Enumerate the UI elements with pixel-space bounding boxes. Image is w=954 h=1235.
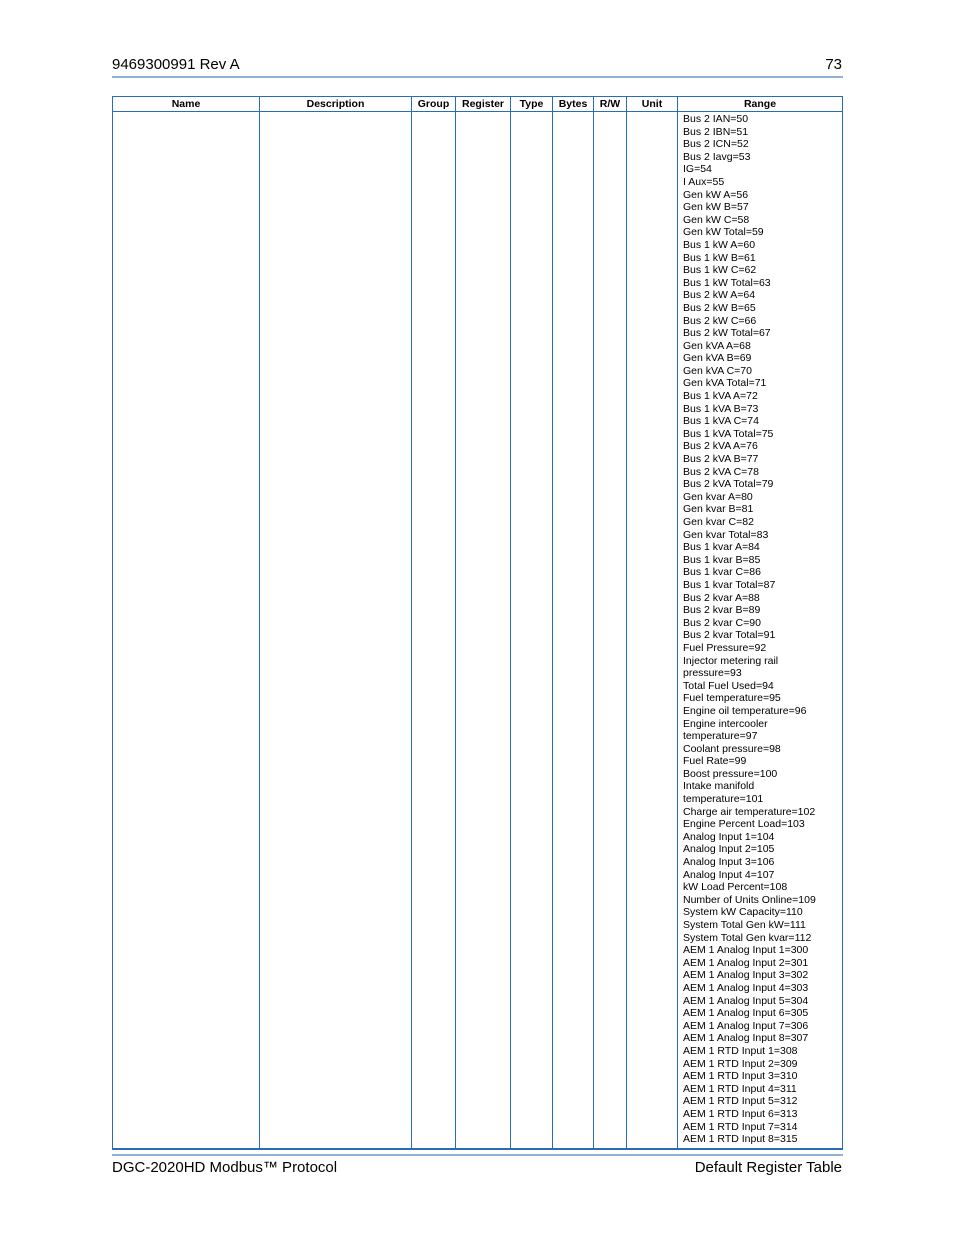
range-item: Engine oil temperature=96 bbox=[683, 704, 807, 717]
range-item: AEM 1 RTD Input 2=309 bbox=[683, 1057, 798, 1070]
range-item: Bus 2 kVA A=76 bbox=[683, 440, 758, 453]
cell-group bbox=[412, 112, 456, 1150]
range-item: IG=54 bbox=[683, 163, 712, 176]
range-item: AEM 1 RTD Input 4=311 bbox=[683, 1082, 797, 1095]
range-item: Bus 2 Iavg=53 bbox=[683, 150, 751, 163]
range-item: AEM 1 Analog Input 2=301 bbox=[683, 956, 809, 969]
range-item: Fuel temperature=95 bbox=[683, 692, 781, 705]
range-item: System Total Gen kvar=112 bbox=[683, 931, 812, 944]
cell-range bbox=[678, 112, 843, 1150]
range-item: Bus 2 kvar Total=91 bbox=[683, 629, 776, 642]
col-header-range: Range bbox=[678, 97, 843, 112]
range-item: I Aux=55 bbox=[683, 175, 725, 188]
range-item: AEM 1 RTD Input 3=310 bbox=[683, 1070, 798, 1083]
range-item: Number of Units Online=109 bbox=[683, 893, 816, 906]
range-item: AEM 1 RTD Input 5=312 bbox=[683, 1095, 798, 1108]
range-item: Bus 2 kW A=64 bbox=[683, 289, 756, 302]
range-item: Analog Input 4=107 bbox=[683, 868, 775, 881]
range-item: AEM 1 RTD Input 6=313 bbox=[683, 1107, 798, 1120]
range-item: Coolant pressure=98 bbox=[683, 742, 781, 755]
range-item: Gen kvar B=81 bbox=[683, 503, 754, 516]
cell-description bbox=[260, 112, 412, 1150]
range-item: Bus 1 kvar B=85 bbox=[683, 553, 761, 566]
cell-unit bbox=[627, 112, 678, 1150]
range-item: Bus 1 kvar A=84 bbox=[683, 541, 760, 554]
col-header-description: Description bbox=[260, 97, 412, 112]
range-item: Gen kVA Total=71 bbox=[683, 377, 767, 390]
col-header-group: Group bbox=[412, 97, 456, 112]
cell-name bbox=[113, 112, 260, 1150]
col-header-type: Type bbox=[511, 97, 553, 112]
page-header bbox=[112, 56, 842, 76]
range-item: AEM 1 Analog Input 6=305 bbox=[683, 1007, 809, 1020]
range-item: Gen kW A=56 bbox=[683, 188, 749, 201]
range-item: Gen kW Total=59 bbox=[683, 226, 764, 239]
section-title: Default Register Table bbox=[694, 1159, 842, 1176]
col-header-bytes: Bytes bbox=[553, 97, 594, 112]
range-item: Bus 2 kW B=65 bbox=[683, 301, 756, 314]
range-item: Engine intercooler bbox=[683, 717, 768, 730]
range-item: Gen kvar A=80 bbox=[683, 490, 753, 503]
range-item: Bus 1 kVA C=74 bbox=[683, 415, 759, 428]
range-item: Intake manifold bbox=[683, 780, 755, 793]
range-item: Bus 1 kvar C=86 bbox=[683, 566, 761, 579]
range-item: System Total Gen kW=111 bbox=[683, 919, 806, 931]
range-item: Analog Input 3=106 bbox=[683, 856, 775, 869]
range-item: System kW Capacity=110 bbox=[683, 906, 803, 919]
range-item: Boost pressure=100 bbox=[683, 767, 778, 780]
range-item: Bus 1 kVA B=73 bbox=[683, 402, 759, 415]
cell-bytes bbox=[553, 112, 594, 1150]
range-item: Bus 2 ICN=52 bbox=[683, 138, 749, 151]
range-item: Bus 2 kVA B=77 bbox=[683, 453, 759, 466]
register-table bbox=[112, 96, 843, 1150]
range-item: Gen kW B=57 bbox=[683, 201, 749, 214]
range-item: Bus 2 kVA Total=79 bbox=[683, 478, 774, 491]
range-item: Bus 2 IAN=50 bbox=[683, 113, 749, 125]
cell-type bbox=[511, 112, 553, 1150]
range-item: Injector metering rail bbox=[683, 654, 779, 667]
range-item: Gen kVA C=70 bbox=[683, 364, 752, 377]
page-number: 73 bbox=[825, 56, 842, 73]
range-item: Bus 2 kvar B=89 bbox=[683, 604, 761, 617]
range-item: Charge air temperature=102 bbox=[683, 805, 816, 818]
header-rule bbox=[112, 76, 843, 78]
range-item: AEM 1 RTD Input 1=308 bbox=[683, 1044, 798, 1057]
range-item: Gen kVA B=69 bbox=[683, 352, 752, 365]
col-header-unit: Unit bbox=[627, 97, 678, 112]
range-item: Engine Percent Load=103 bbox=[683, 818, 805, 831]
range-item: AEM 1 RTD Input 8=315 bbox=[683, 1133, 798, 1146]
range-item: Gen kW C=58 bbox=[683, 213, 750, 226]
doc-number: 9469300991 Rev A bbox=[112, 56, 240, 73]
range-item: AEM 1 Analog Input 8=307 bbox=[683, 1032, 809, 1045]
table-row bbox=[113, 112, 843, 1150]
range-item: AEM 1 Analog Input 7=306 bbox=[683, 1019, 809, 1032]
range-item: Fuel Rate=99 bbox=[683, 755, 747, 768]
range-item: AEM 1 Analog Input 4=303 bbox=[683, 981, 809, 994]
range-item: Bus 1 kVA A=72 bbox=[683, 390, 758, 403]
table-header-row bbox=[113, 97, 843, 112]
range-item: Bus 2 IBN=51 bbox=[683, 125, 749, 138]
range-item: Bus 1 kW B=61 bbox=[683, 251, 756, 264]
page-footer bbox=[112, 1159, 842, 1181]
range-item: Bus 2 kVA C=78 bbox=[683, 465, 759, 478]
range-item: temperature=101 bbox=[683, 793, 764, 806]
range-item: AEM 1 Analog Input 3=302 bbox=[683, 969, 809, 982]
col-header-name: Name bbox=[113, 97, 260, 112]
range-item: Bus 2 kvar C=90 bbox=[683, 616, 761, 629]
range-item: AEM 1 Analog Input 1=300 bbox=[683, 944, 809, 957]
range-item: pressure=93 bbox=[683, 667, 742, 680]
range-item: Analog Input 2=105 bbox=[683, 843, 775, 856]
footer-rule bbox=[112, 1154, 843, 1156]
range-item: Total Fuel Used=94 bbox=[683, 679, 774, 692]
cell-register bbox=[456, 112, 511, 1150]
range-item: Gen kvar C=82 bbox=[683, 516, 754, 528]
range-item: temperature=97 bbox=[683, 730, 758, 743]
cell-rw bbox=[594, 112, 627, 1150]
range-item: Bus 1 kW Total=63 bbox=[683, 276, 771, 289]
range-item: Gen kvar Total=83 bbox=[683, 528, 769, 541]
col-header-rw: R/W bbox=[594, 97, 627, 112]
range-item: Fuel Pressure=92 bbox=[683, 641, 767, 654]
col-header-register: Register bbox=[456, 97, 511, 112]
range-item: Gen kVA A=68 bbox=[683, 339, 751, 352]
range-list bbox=[683, 113, 842, 1146]
range-item: kW Load Percent=108 bbox=[683, 881, 788, 894]
range-item: AEM 1 Analog Input 5=304 bbox=[683, 994, 809, 1007]
range-item: Bus 1 kW C=62 bbox=[683, 264, 757, 277]
range-item: AEM 1 RTD Input 7=314 bbox=[683, 1120, 798, 1133]
range-item: Bus 2 kW C=66 bbox=[683, 314, 757, 327]
range-item: Bus 2 kvar A=88 bbox=[683, 591, 760, 604]
range-item: Bus 1 kvar Total=87 bbox=[683, 578, 776, 591]
range-item: Analog Input 1=104 bbox=[683, 830, 775, 843]
range-item: Bus 1 kVA Total=75 bbox=[683, 427, 774, 440]
range-item: Bus 1 kW A=60 bbox=[683, 238, 756, 251]
range-item: Bus 2 kW Total=67 bbox=[683, 327, 771, 340]
doc-title: DGC-2020HD Modbus™ Protocol bbox=[112, 1159, 338, 1176]
